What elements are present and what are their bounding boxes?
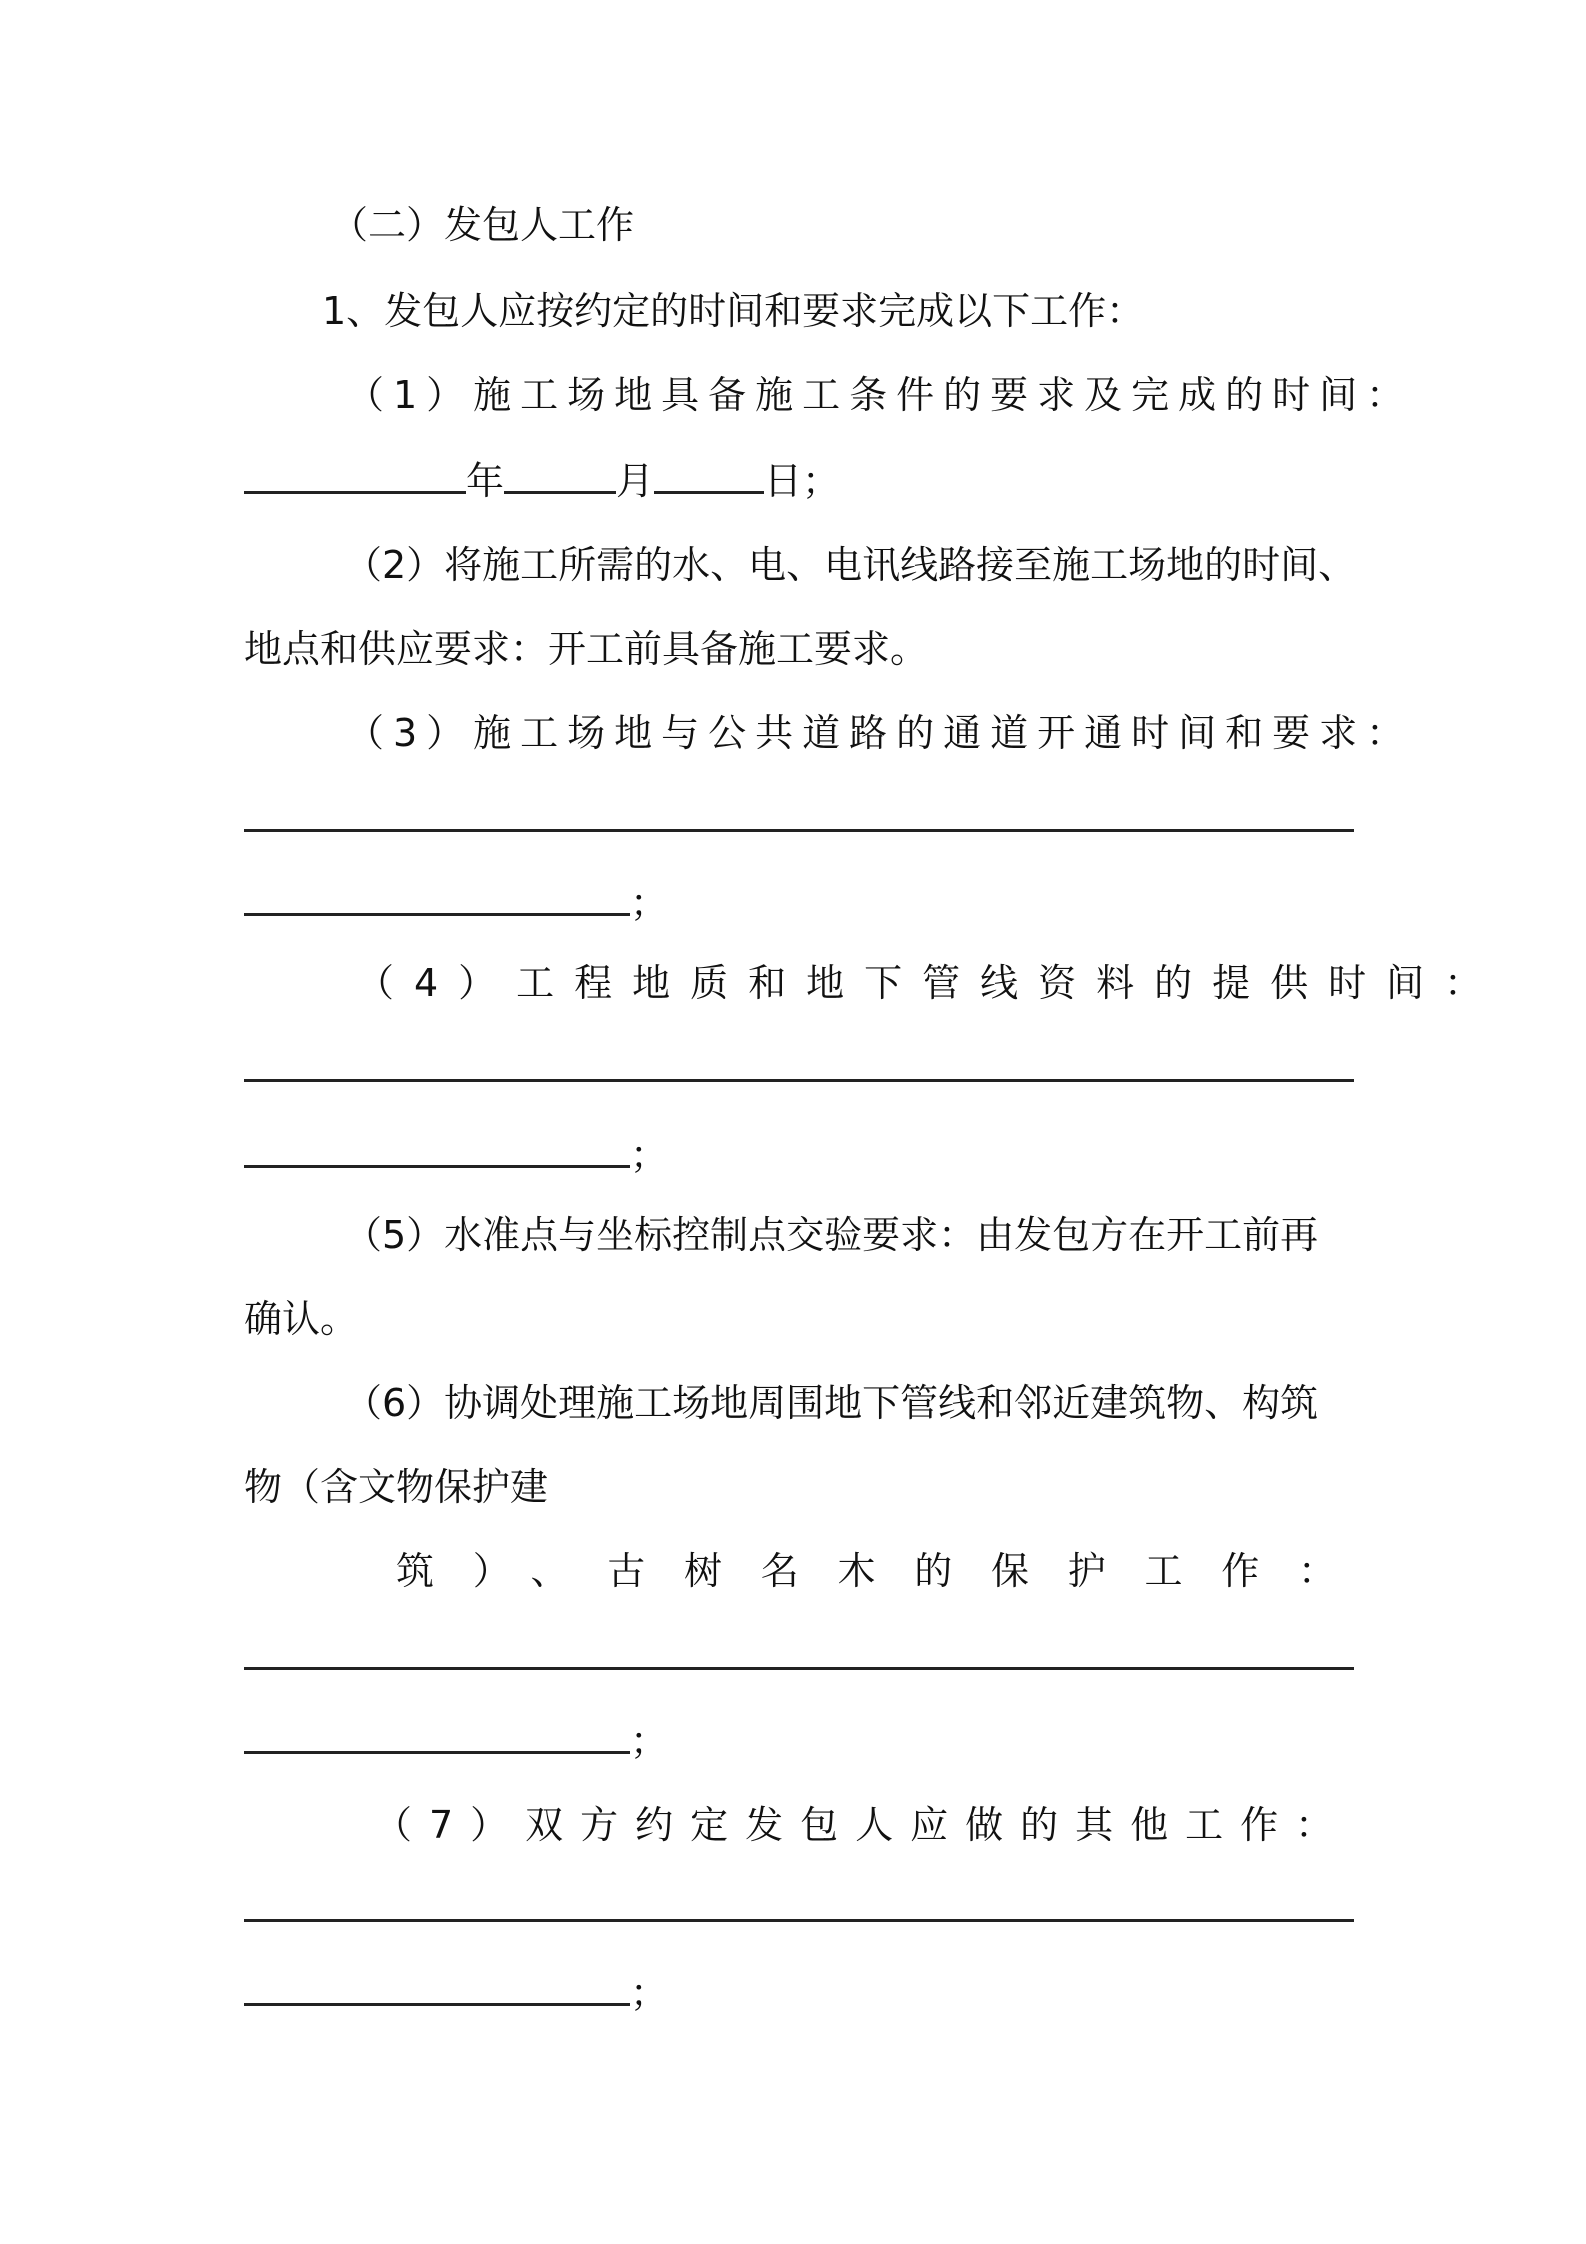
item-2-line-1: （2）将施工所需的水、电、电讯线路接至施工场地的时间、	[344, 543, 1357, 587]
intro-paragraph: 1、发包人应按约定的时间和要求完成以下工作：	[322, 289, 1145, 333]
month-blank[interactable]	[504, 461, 616, 494]
item-4-blank-1[interactable]	[244, 1049, 1354, 1082]
item-4-blank-2[interactable]	[244, 1135, 630, 1168]
item-4-label: （4）工程地质和地下管线资料的提供时间：	[356, 961, 1503, 1005]
item-3-end: ；	[630, 881, 669, 925]
item-6-blank-1[interactable]	[244, 1637, 1354, 1670]
year-label: 年	[466, 459, 505, 503]
item-6-blank-line-1	[244, 1632, 1354, 1682]
item-3-label: （3）施工场地与公共道路的通道开通时间和要求：	[346, 711, 1414, 755]
item-7-label: （7）双方约定发包人应做的其他工作：	[374, 1803, 1351, 1847]
item-7-blank-line-1	[244, 1884, 1354, 1934]
day-blank[interactable]	[654, 461, 764, 494]
item-3-blank-line-2	[244, 878, 668, 928]
item-4-end: ；	[630, 1133, 669, 1177]
item-2-line-2: 地点和供应要求：开工前具备施工要求。	[244, 627, 929, 671]
item-6-line-1: （6）协调处理施工场地周围地下管线和邻近建筑物、构筑	[344, 1381, 1319, 1425]
month-label: 月	[616, 459, 655, 503]
item-4-blank-line-2	[244, 1130, 668, 1180]
item-3-blank-line-1	[244, 794, 1354, 844]
item-1-date-line	[244, 456, 840, 506]
item-4-blank-line-1	[244, 1044, 1354, 1094]
item-7-blank-2[interactable]	[244, 1973, 630, 2006]
item-5-line-2: 确认。	[244, 1297, 359, 1341]
item-7-blank-1[interactable]	[244, 1889, 1354, 1922]
item-6-blank-line-2	[244, 1716, 668, 1766]
item-3-blank-1[interactable]	[244, 799, 1354, 832]
item-1-label: （1）施工场地具备施工条件的要求及完成的时间：	[346, 373, 1414, 417]
item-7-end: ；	[630, 1971, 669, 2015]
item-5-line-1: （5）水准点与坐标控制点交验要求：由发包方在开工前再	[344, 1213, 1319, 1257]
item-6-line-3: 筑）、古树名木的保护工作：	[396, 1549, 1336, 1593]
year-blank[interactable]	[244, 461, 466, 494]
item-3-blank-2[interactable]	[244, 883, 630, 916]
item-6-line-2: 物（含文物保护建	[244, 1465, 549, 1509]
section-heading: （二）发包人工作	[330, 203, 635, 247]
item-6-end: ；	[630, 1719, 669, 1763]
day-label: 日；	[764, 459, 841, 503]
item-6-blank-2[interactable]	[244, 1721, 630, 1754]
item-7-blank-line-2	[244, 1968, 668, 2018]
